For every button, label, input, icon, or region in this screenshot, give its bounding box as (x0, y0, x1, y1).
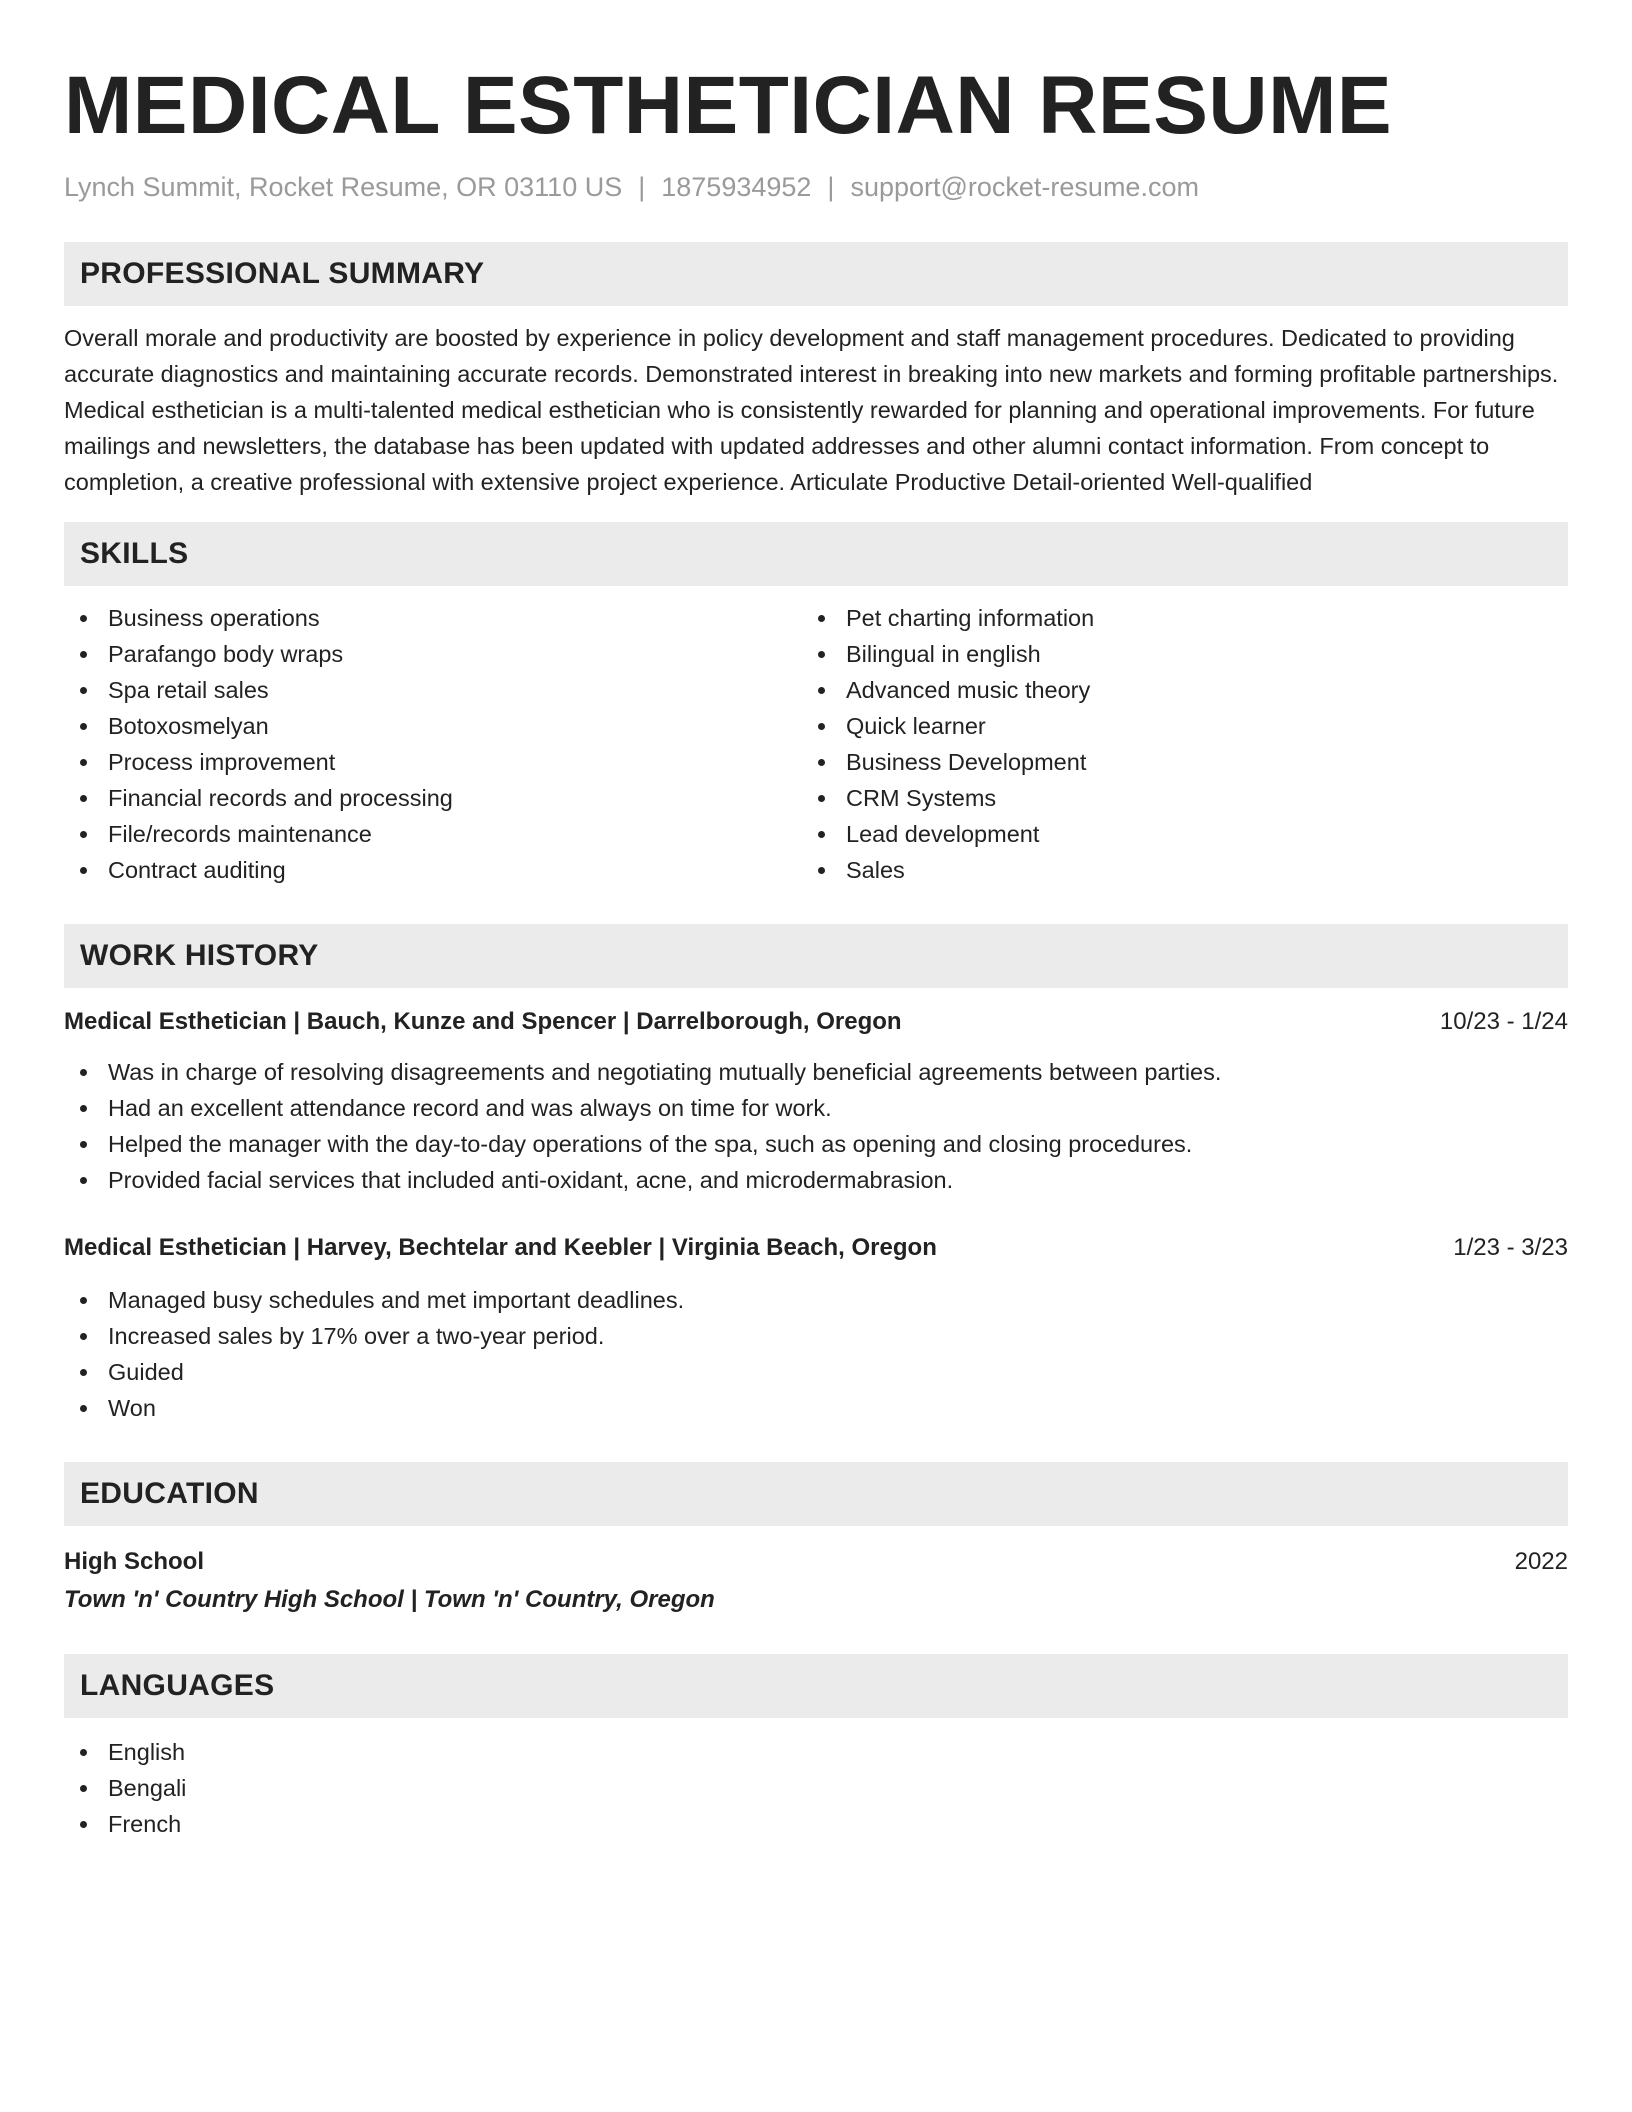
language-item: French (64, 1806, 1568, 1842)
job-bullet: Was in charge of resolving disagreements and negotiating mutually beneficial agreements between parties. (64, 1054, 1568, 1090)
education-section-header (64, 1462, 1568, 1526)
job-bullets (64, 1282, 1568, 1426)
language-item: Bengali (64, 1770, 1568, 1806)
job-entry (64, 1004, 1568, 1198)
job-heading: Medical Esthetician | Bauch, Kunze and Spencer | Darrelborough, Oregon (64, 1008, 902, 1035)
job-dates: 10/23 - 1/24 (1439, 1008, 1568, 1035)
education-header (64, 1544, 1568, 1580)
work-section-title: WORK HISTORY (80, 939, 319, 972)
job-dates: 1/23 - 3/23 (1453, 1234, 1568, 1261)
job-bullet: Increased sales by 17% over a two-year period. (64, 1318, 1568, 1354)
skills-section-header (64, 522, 1568, 586)
resume-title: MEDICAL ESTHETICIAN RESUME (64, 60, 1393, 151)
contact-separator: | (827, 172, 835, 202)
contact-separator: | (638, 172, 646, 202)
job-header (64, 1004, 1568, 1040)
skills-column-right (802, 600, 1540, 888)
languages-section-header (64, 1654, 1568, 1718)
skill-item: Quick learner (802, 708, 1540, 744)
skills-column-left (64, 600, 802, 888)
education-degree: High School (64, 1548, 204, 1575)
skill-item: Process improvement (64, 744, 802, 780)
education-entry (64, 1544, 1568, 1620)
job-bullets (64, 1054, 1568, 1198)
contact-phone: 1875934952 (661, 172, 812, 202)
language-item: English (64, 1734, 1568, 1770)
skill-item: Lead development (802, 816, 1540, 852)
skills-section-title: SKILLS (80, 537, 189, 570)
job-header (64, 1230, 1568, 1266)
skill-item: Parafango body wraps (64, 636, 802, 672)
summary-section-header (64, 242, 1568, 306)
skill-item: Spa retail sales (64, 672, 802, 708)
job-bullet: Won (64, 1390, 1568, 1426)
job-bullet: Guided (64, 1354, 1568, 1390)
skill-item: Pet charting information (802, 600, 1540, 636)
work-section-header (64, 924, 1568, 988)
contact-email: support@rocket-resume.com (850, 172, 1199, 202)
contact-address: Lynch Summit, Rocket Resume, OR 03110 US (64, 172, 623, 202)
skill-item: Business operations (64, 600, 802, 636)
education-year: 2022 (1514, 1548, 1568, 1575)
education-section-title: EDUCATION (80, 1477, 259, 1510)
job-bullet: Helped the manager with the day-to-day operations of the spa, such as opening and closing procedures. (64, 1126, 1568, 1162)
skill-item: Sales (802, 852, 1540, 888)
job-bullet: Had an excellent attendance record and was always on time for work. (64, 1090, 1568, 1126)
skill-item: File/records maintenance (64, 816, 802, 852)
languages-list (64, 1734, 1568, 1842)
skill-item: Advanced music theory (802, 672, 1540, 708)
skill-item: Business Development (802, 744, 1540, 780)
job-heading: Medical Esthetician | Harvey, Bechtelar and Keebler | Virginia Beach, Oregon (64, 1234, 937, 1261)
skills-grid (64, 600, 1568, 888)
summary-section-title: PROFESSIONAL SUMMARY (80, 257, 485, 290)
skill-item: Financial records and processing (64, 780, 802, 816)
summary-text: Overall morale and productivity are boosted by experience in policy development and staff management procedures. Dedicated to providing accurate diagnostics and maintaining accurate records. Demonstrated interest in breaking into new markets and forming profitable partnerships. Medical esthetician is a multi-talented medical esthetician who is consistently rewarded for planning and operational improvements. For future mailings and newsletters, the database has been updated with updated addresses and other alumni contact information. From concept to completion, a creative professional with extensive project experience. Articulate Productive Detail-oriented Well-qualified (64, 325, 1559, 495)
job-bullet: Provided facial services that included anti-oxidant, acne, and microdermabrasion. (64, 1162, 1568, 1198)
education-school: Town 'n' Country High School | Town 'n' Country, Oregon (64, 1586, 715, 1613)
languages-section-title: LANGUAGES (80, 1669, 275, 1702)
job-entry (64, 1230, 1568, 1426)
job-bullet: Managed busy schedules and met important deadlines. (64, 1282, 1568, 1318)
skill-item: Botoxosmelyan (64, 708, 802, 744)
contact-line (64, 170, 1568, 204)
skill-item: CRM Systems (802, 780, 1540, 816)
skill-item: Bilingual in english (802, 636, 1540, 672)
skill-item: Contract auditing (64, 852, 802, 888)
